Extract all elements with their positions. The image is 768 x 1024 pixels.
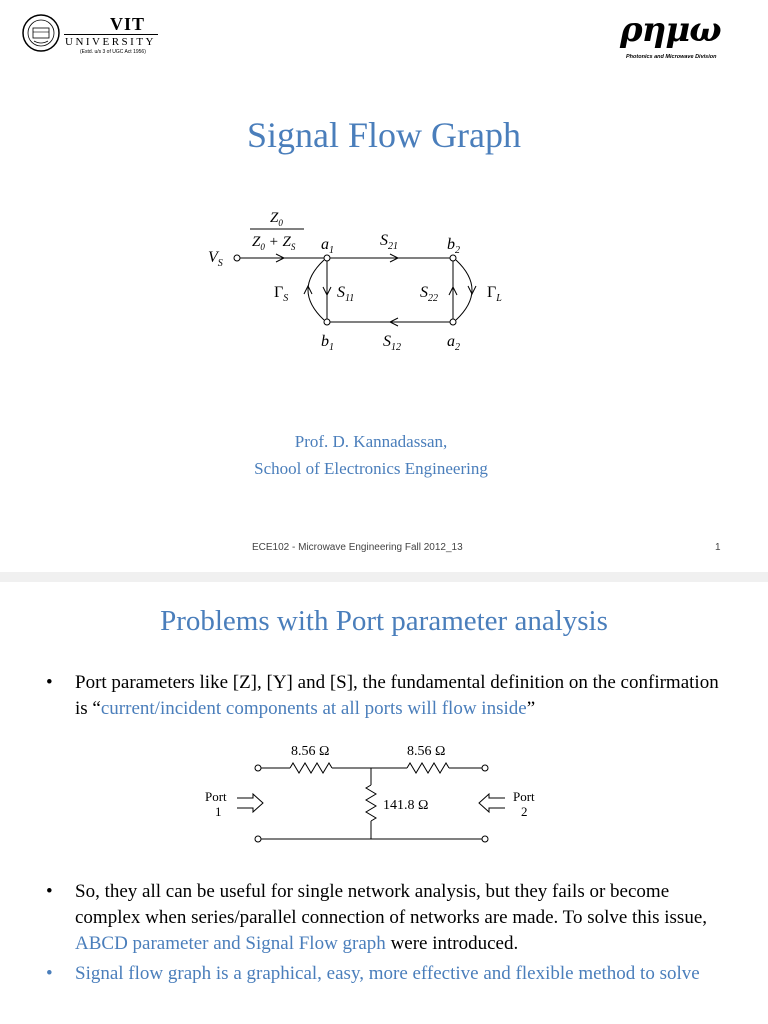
resistor-r3: [366, 785, 376, 821]
label-port1-number: 1: [215, 804, 222, 819]
resistor-r1: [290, 763, 332, 773]
label-port2: Port: [513, 789, 535, 804]
label-gain-numerator: $Z_0$: [270, 210, 283, 228]
vit-university-word: UNIVERSITY: [65, 36, 156, 48]
resistor-r2: [407, 763, 449, 773]
pm-logo-mark: ρημω: [620, 10, 721, 50]
label-port2-number: 2: [521, 804, 528, 819]
slide-2: [0, 585, 768, 1024]
terminal-bottom-right: [482, 836, 488, 842]
port2-arrow-icon: [479, 794, 505, 812]
slide-page-number: 1: [715, 542, 721, 553]
vit-emblem-icon: [22, 14, 60, 52]
label-s11: $S_{11}$: [337, 284, 355, 304]
bullet-icon: •: [46, 881, 53, 902]
slide-title: Problems with Port parameter analysis: [160, 605, 608, 637]
node-vs: [234, 255, 240, 261]
vit-university-logo: [22, 12, 162, 58]
node-b1: [324, 319, 330, 325]
label-b1: $b_1$: [321, 333, 334, 353]
label-r3: 141.8 Ω: [383, 798, 429, 813]
terminal-bottom-left: [255, 836, 261, 842]
port1-arrow-icon: [237, 794, 263, 812]
bullet-single-network: [46, 879, 736, 957]
slide-footer: ECE102 - Microwave Engineering Fall 2012_13: [252, 542, 463, 553]
label-a1: $a_1$: [321, 236, 334, 256]
label-r2: 8.56 Ω: [407, 744, 446, 759]
label-gamma-l: $\Gamma_L$: [487, 284, 502, 304]
signal-flow-graph-diagram: [200, 200, 530, 365]
slide-title: Signal Flow Graph: [247, 115, 521, 155]
pm-logo-caption: Photonics and Microwave Division: [626, 54, 717, 60]
bullet-icon: •: [46, 672, 53, 693]
vit-name: VIT: [110, 14, 146, 34]
terminal-top-right: [482, 765, 488, 771]
label-s12: $S_{12}$: [383, 333, 401, 353]
bullet-text: Port parameters like [Z], [Y] and [S], the fundamental definition on the confirmation is “current/incident components at all ports will flow inside”: [75, 672, 719, 719]
label-gamma-s: $\Gamma_S$: [274, 284, 289, 304]
terminal-top-left: [255, 765, 261, 771]
vit-subtitle: (Estd. u/s 3 of UGC Act 1956): [80, 49, 146, 55]
author-affiliation: School of Electronics Engineering: [254, 459, 488, 478]
node-a2: [450, 319, 456, 325]
bullet-text: Signal flow graph is a graphical, easy, more effective and flexible method to solve: [75, 963, 700, 984]
bullet-icon: •: [46, 963, 53, 984]
slide-divider: [0, 572, 768, 582]
author-name: Prof. D. Kannadassan,: [294, 432, 448, 451]
photonics-microwave-logo: [620, 10, 750, 65]
bullet-signal-flow-graph: [46, 961, 736, 987]
label-r1: 8.56 Ω: [291, 744, 330, 759]
label-s22: $S_{22}$: [420, 284, 438, 304]
bullet-text: So, they all can be useful for single network analysis, but they fails or become complex when series/parallel connection of networks are made. To solve this issue, ABCD parameter and Signal Flow graph were introduced.: [75, 881, 708, 954]
label-b2: $b_2$: [447, 236, 460, 256]
label-s21: $S_{21}$: [380, 232, 398, 252]
logo-rule: [64, 34, 158, 35]
bullet-port-parameters: [46, 670, 736, 722]
label-gain-denominator: $Z_0 + Z_S$: [252, 234, 296, 252]
label-port1: Port: [205, 789, 227, 804]
t-network-diagram: [195, 735, 555, 850]
label-a2: $a_2$: [447, 333, 460, 353]
label-vs: $V_S$: [208, 249, 223, 269]
